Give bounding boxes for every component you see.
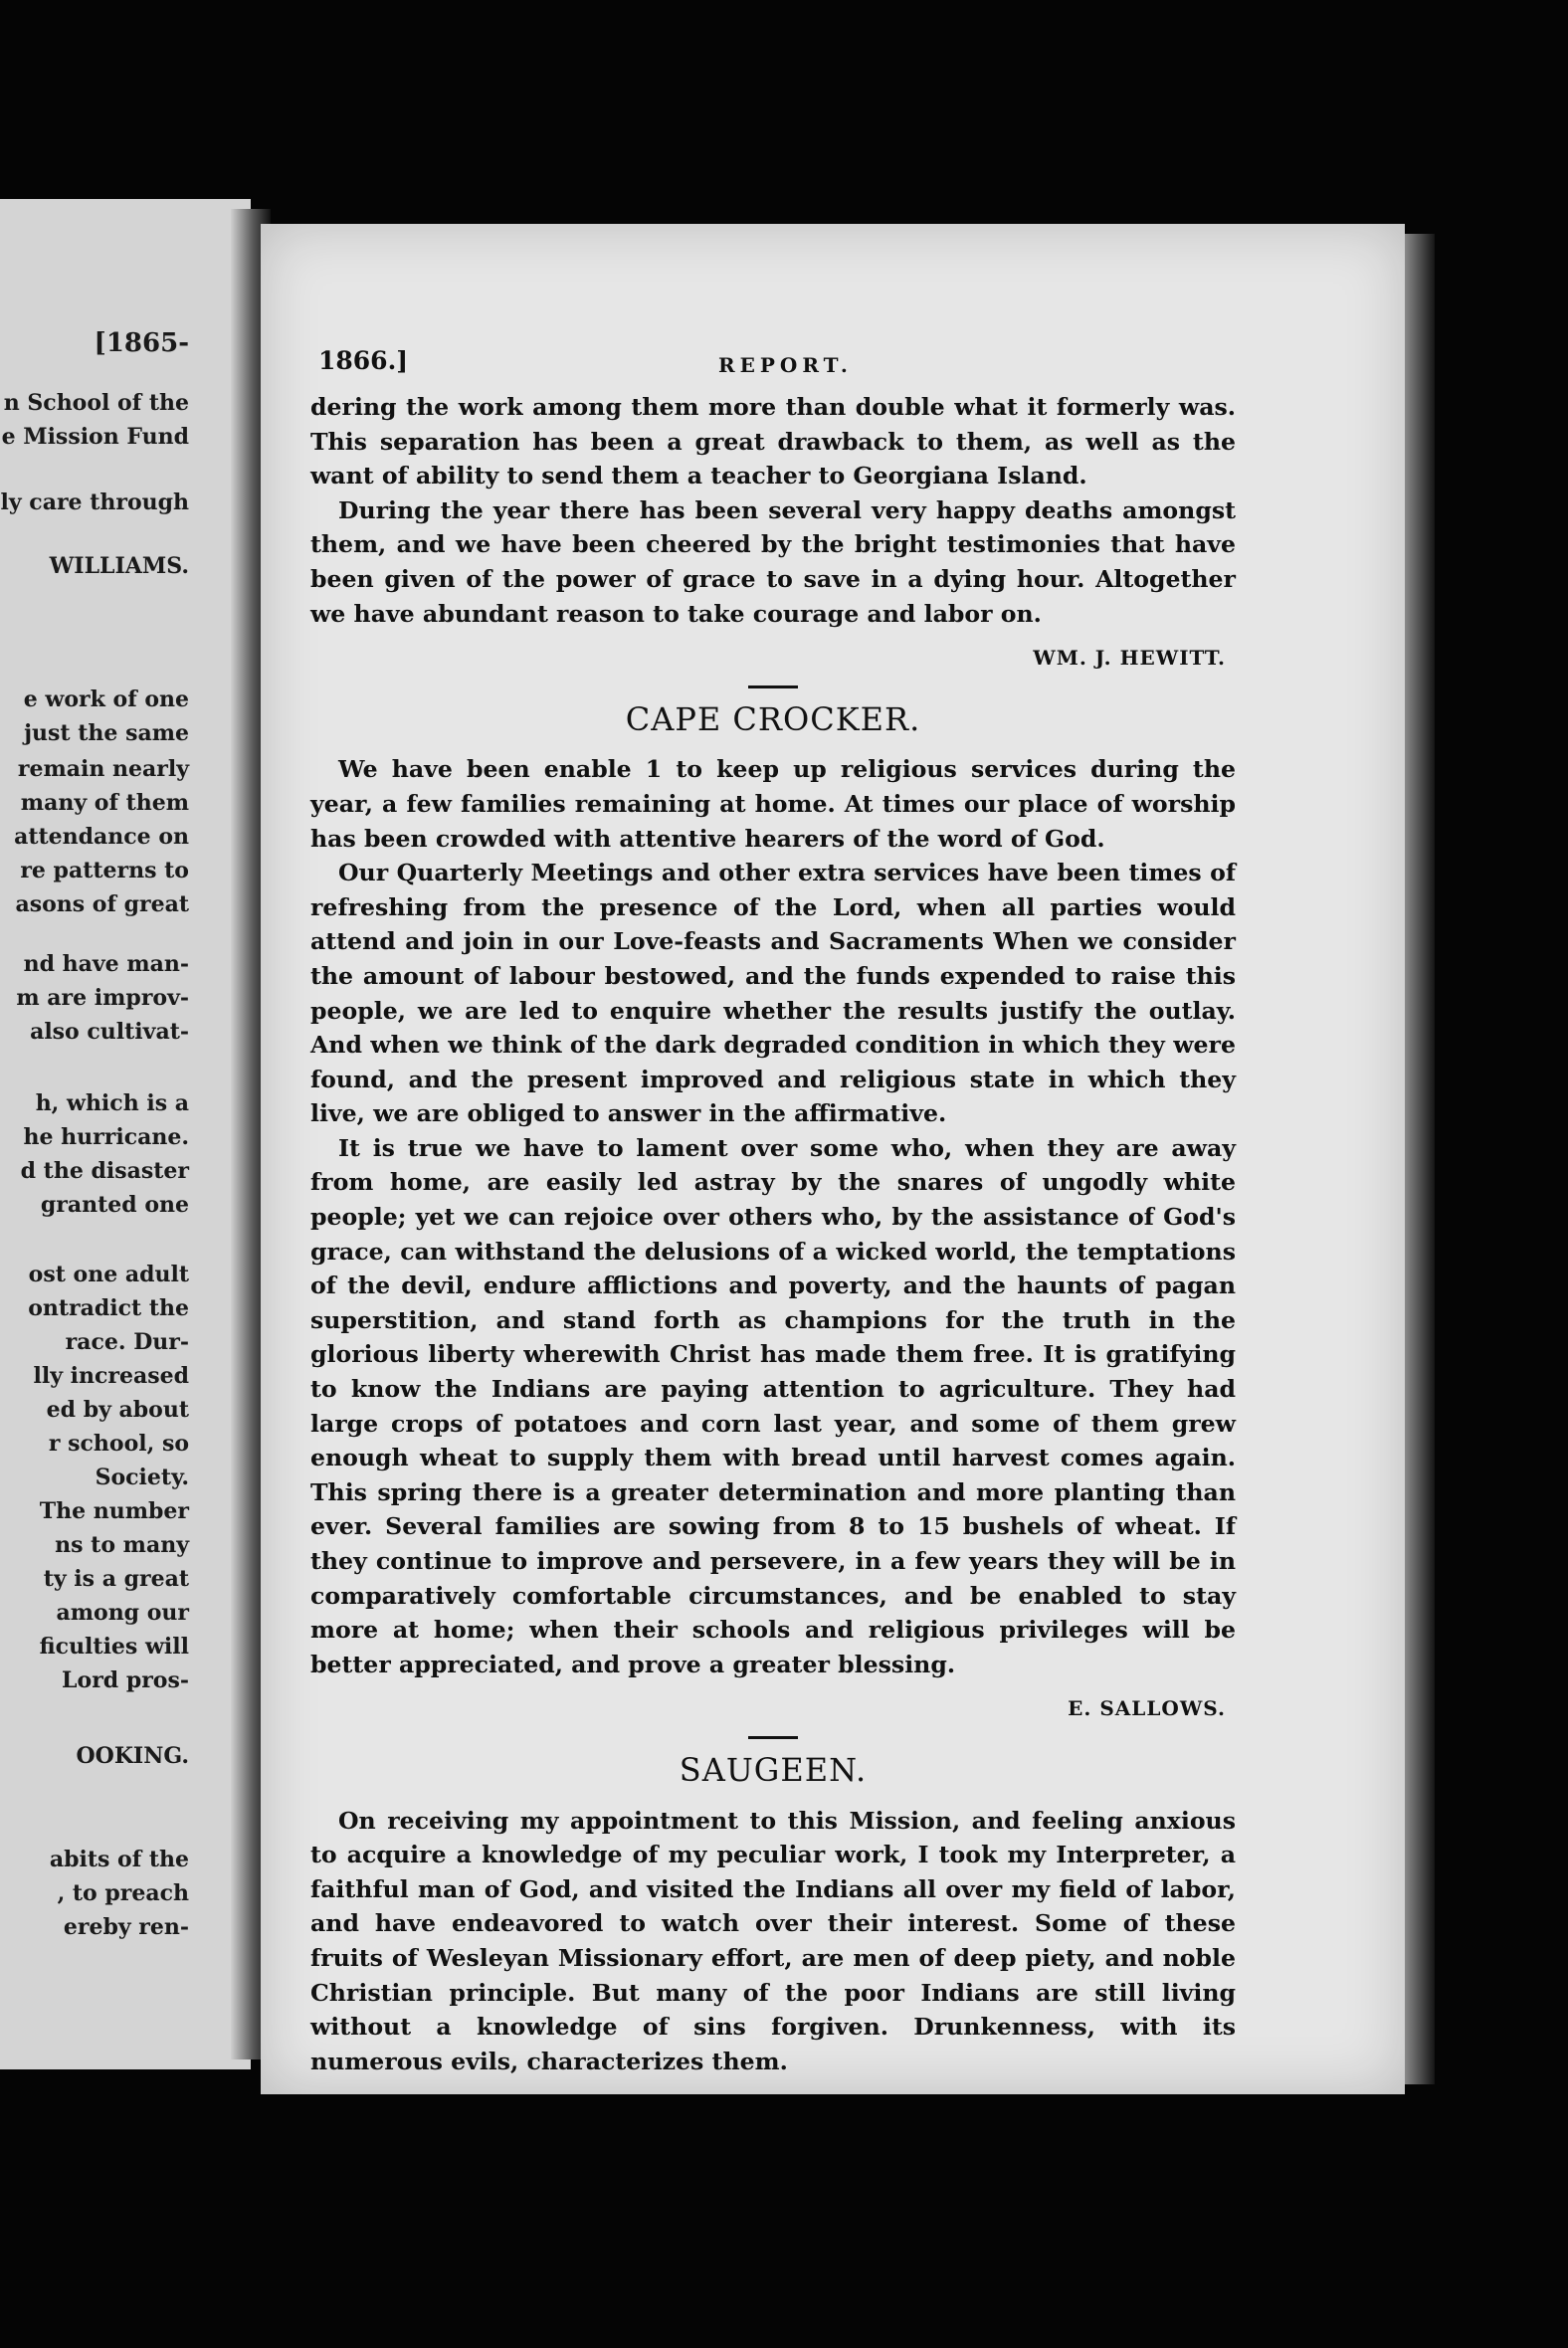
left-page-line: n School of the — [3, 390, 189, 416]
left-page-line: re patterns to — [20, 858, 189, 883]
left-page-line: lly increased — [33, 1363, 189, 1389]
left-page-line: [1865- — [94, 328, 189, 358]
left-page-line: d the disaster — [20, 1158, 189, 1184]
paragraph: Our Quarterly Meetings and other extra services have been times of refreshing from the presence of the Lord, when all parties would attend and join in our Love-feasts and Sacraments When we consider the amount of labour bestowed, and the funds expended to raise this people, we are led to enquire whether the results justify the outlay. And when we think of the dark degraded condition in which they were found, and the present improved and religious state in which they live, we are obliged to answer in the affirmative. — [310, 859, 1236, 1128]
left-page-line: m are improv- — [16, 985, 189, 1011]
left-page-line: h, which is a — [35, 1090, 189, 1116]
left-page-line: WILLIAMS. — [49, 553, 189, 579]
left-page-line: asons of great — [15, 891, 189, 917]
intro-section — [310, 390, 1236, 676]
left-page-line: ost one adult — [28, 1262, 189, 1287]
left-page-line: ereby ren- — [63, 1914, 189, 1940]
left-page — [0, 199, 251, 2069]
section-divider — [748, 1736, 798, 1739]
left-page-line: The number — [39, 1498, 189, 1524]
left-page-line: attendance on — [14, 824, 189, 850]
signature: WM. J. HEWITT. — [1033, 646, 1226, 671]
running-head — [310, 338, 1236, 390]
left-page-line: granted one — [40, 1192, 189, 1218]
left-page-line: many of them — [20, 790, 189, 816]
left-page-line: race. Dur- — [65, 1329, 189, 1355]
left-page-line: ed by about — [46, 1397, 189, 1423]
cape-crocker-section — [310, 699, 1236, 1726]
left-page-line: ficulties will — [39, 1634, 189, 1660]
left-page-line: , to preach — [57, 1880, 189, 1906]
left-page-line: just the same — [24, 720, 189, 746]
page-number: 1866.] — [318, 346, 409, 375]
left-page-line: nd have man- — [23, 951, 189, 977]
paragraph: During the year there has been several very happy deaths amongst them, and we have been cheered by the bright testimonies that have been given of the power of grace to save in a dying hour. Altogether we have abundant reason to take courage and labor on. — [310, 495, 1236, 628]
left-page-line: ly care through — [0, 489, 189, 515]
left-page-line: OOKING. — [76, 1743, 189, 1769]
left-page-line: ns to many — [55, 1532, 189, 1558]
paragraph: We have been enable 1 to keep up religious services during the year, a few families remaining at home. At times our place of worship has been crowded with attentive hearers of the word of God. — [310, 755, 1236, 853]
left-page-line: ontradict the — [28, 1295, 189, 1321]
section-heading: CAPE CROCKER. — [625, 699, 921, 738]
running-title: REPORT. — [718, 353, 853, 377]
left-page-line: also cultivat- — [30, 1019, 189, 1045]
left-page-line: e work of one — [23, 686, 189, 712]
paragraph: It is true we have to lament over some who, when they are away from home, are easily led astray by the snares of ungodly white people; yet we can rejoice over others who, by the assistance of God's grace, can withstand the delusions of a wicked world, the temptations of the devil, endure afflictions and poverty, and the haunts of pagan superstition, and stand forth as champions for the truth in the glorious liberty wherewith Christ has made them free. It is gratifying to know the Indians are paying attention to agriculture. They had large crops of potatoes and corn last year, and some of them grew enough wheat to supply them with bread until harvest comes again. This spring there is a greater determination and more planting than ever. Several families are sowing from 8 to 15 bushels of wheat. If they continue to improve and persevere, in a few years they will be in comparatively comfortable circumstances, and be enabled to stay more at home; when their schools and religious privileges will be better appreciated, and prove a greater blessing. — [310, 1133, 1236, 1678]
section-divider — [748, 685, 798, 688]
section-heading: SAUGEEN. — [679, 1750, 868, 1789]
saugeen-section — [310, 1750, 1236, 2078]
left-page-line: abits of the — [49, 1847, 189, 1872]
signature: E. SALLOWS. — [1068, 1696, 1226, 1721]
paragraph: On receiving my appointment to this Mission, and feeling anxious to acquire a knowledge of my peculiar work, I took my Interpreter, a faithful man of God, and visited the Indians all over my field of labor, and have endeavored to watch over their interest. Some of these fruits of Wesleyan Missionary effort, are men of deep piety, and noble Christian principle. But many of the poor Indians are still living without a knowledge of sins forgiven. Drunkenness, with its numerous evils, characterizes them. — [310, 1806, 1236, 2075]
left-page-line: Lord pros- — [62, 1667, 189, 1693]
left-page-line: among our — [56, 1600, 189, 1626]
left-page-line: ty is a great — [43, 1566, 189, 1592]
left-page-line: he hurricane. — [23, 1124, 189, 1150]
right-page-content — [310, 338, 1236, 2086]
left-page-line: r school, so — [48, 1431, 189, 1457]
left-page-line: remain nearly — [17, 756, 189, 782]
left-page-line: Society. — [95, 1465, 189, 1490]
left-page-line: e Mission Fund — [1, 424, 189, 450]
paragraph: dering the work among them more than double what it formerly was. This separation has been a great drawback to them, as well as the want of ability to send them a teacher to Georgiana Island. — [310, 393, 1236, 490]
page-edge-shadow — [1405, 234, 1435, 2084]
